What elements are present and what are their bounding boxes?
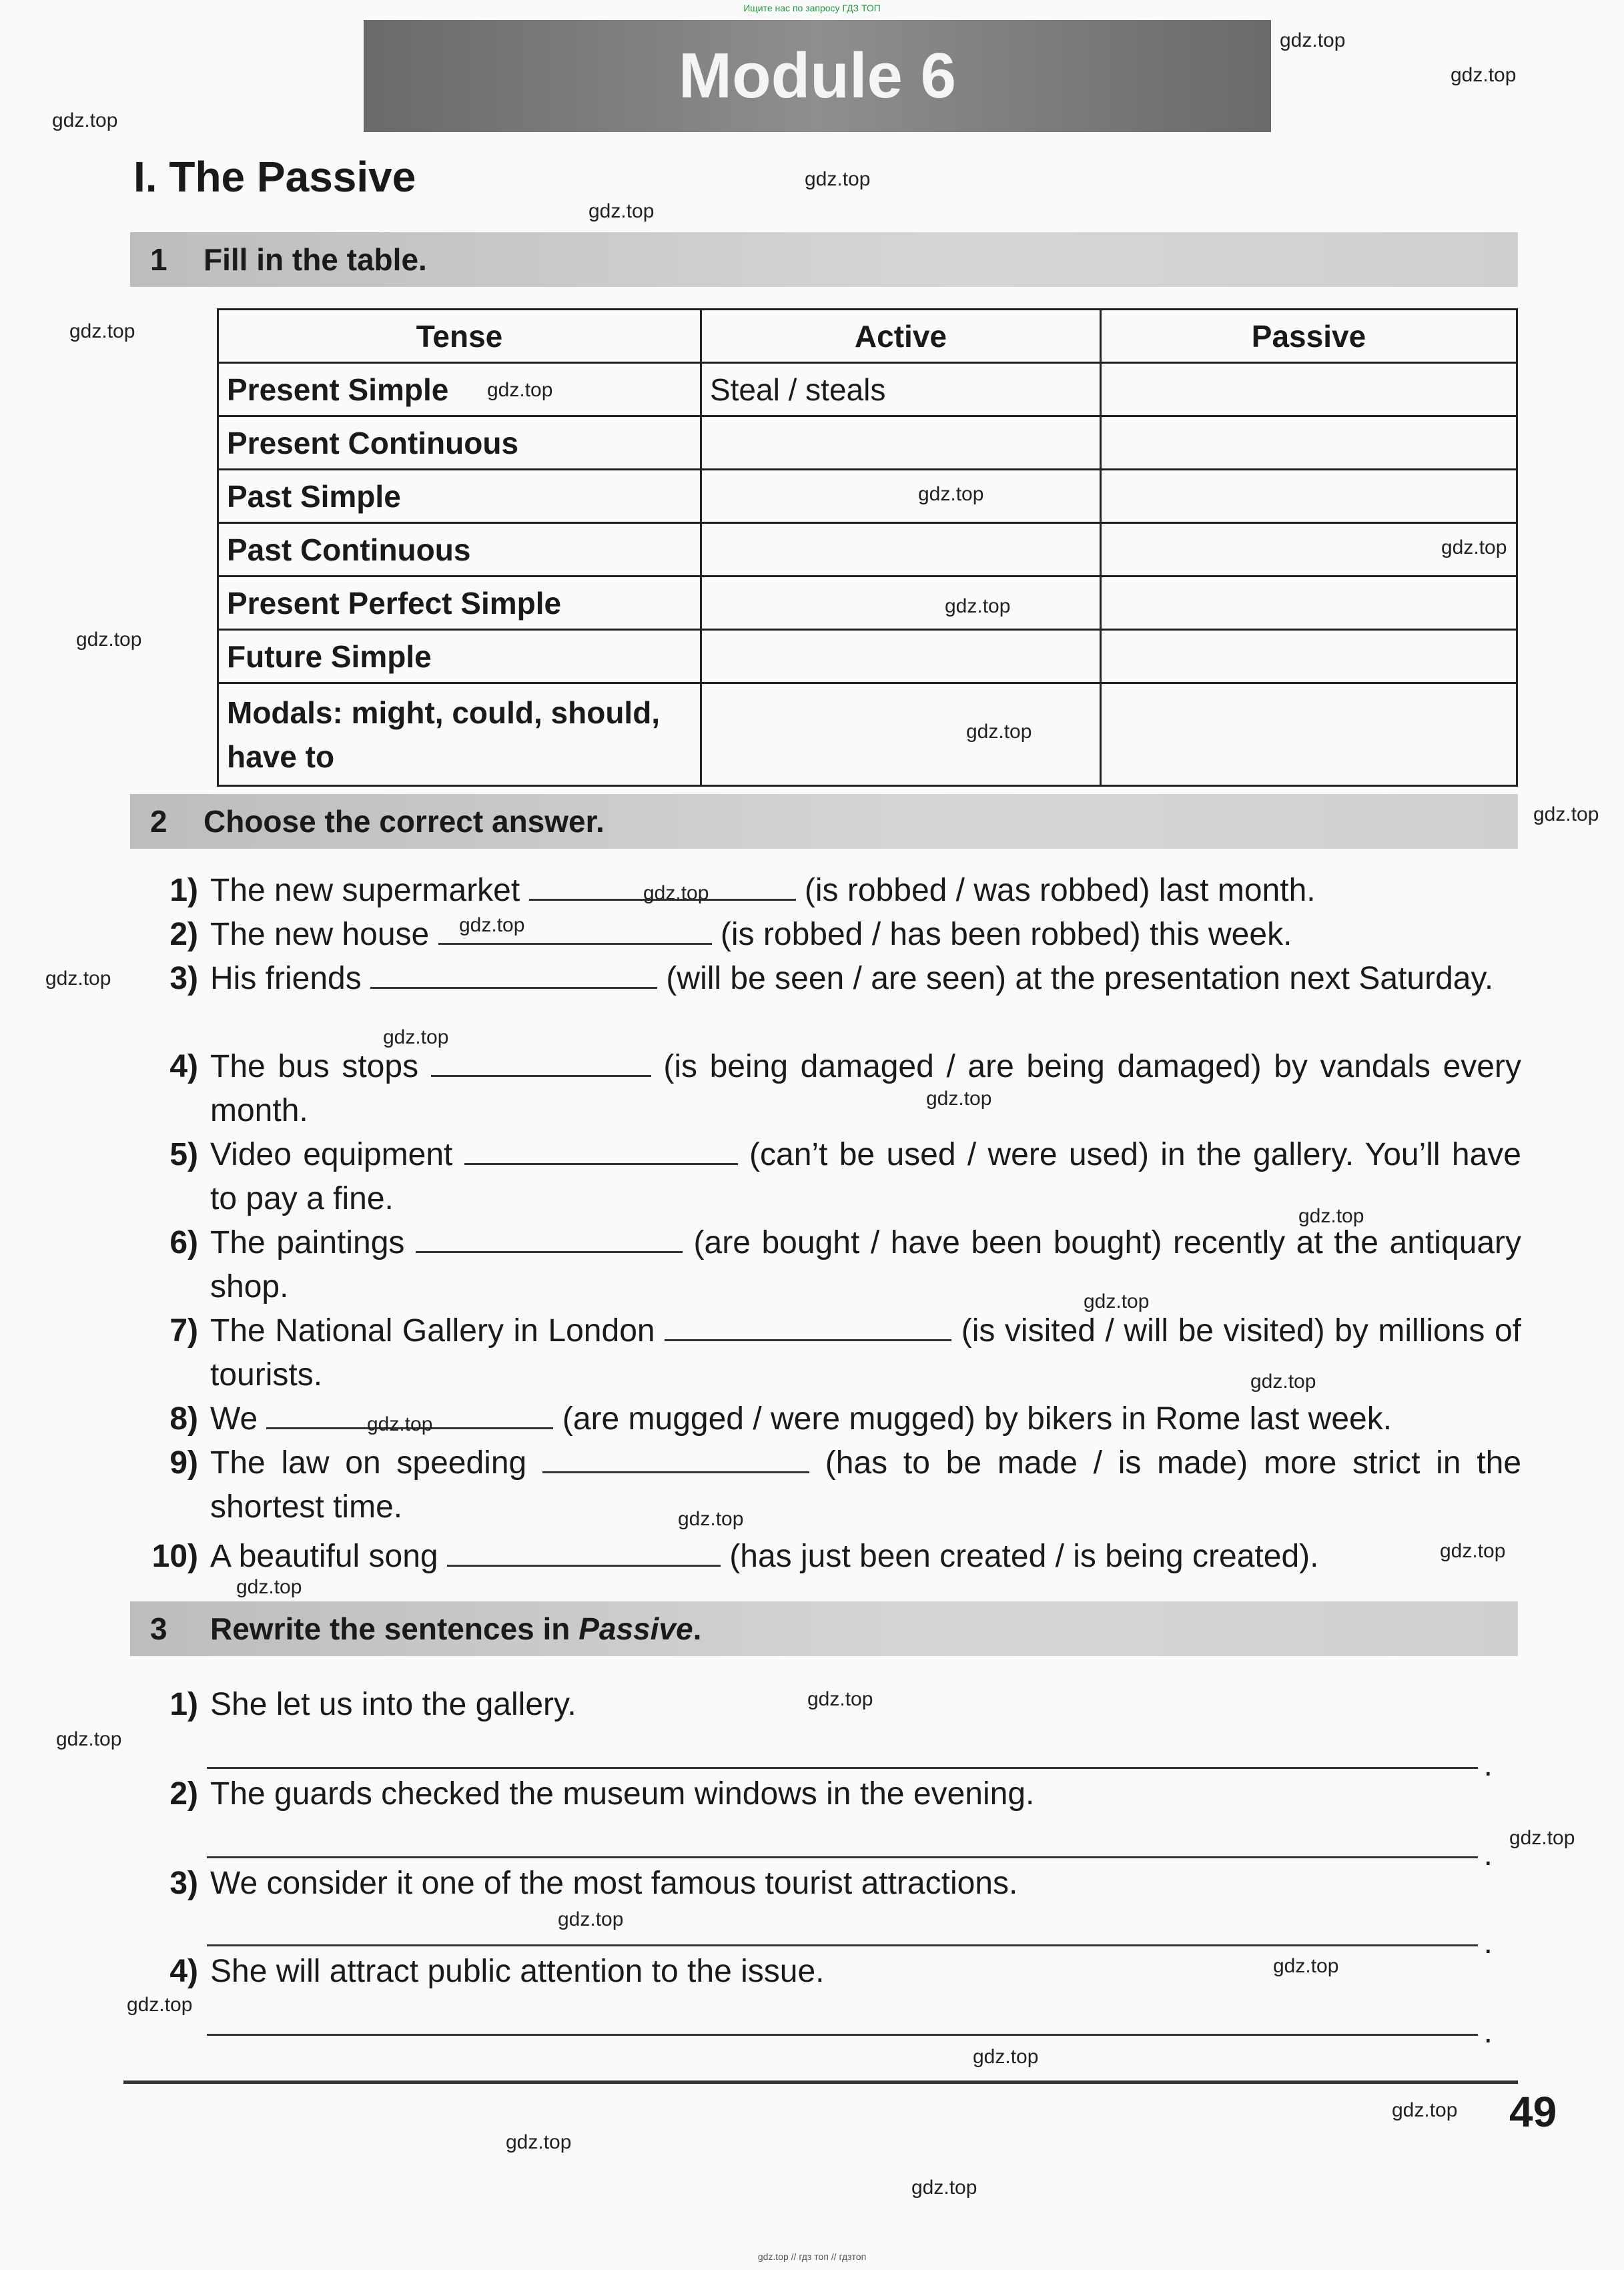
- watermark-text: gdz.top: [588, 200, 655, 222]
- watermark-text: gdz.top: [236, 1576, 302, 1598]
- passive-cell[interactable]: [1100, 683, 1517, 786]
- tense-cell: Past Simple: [218, 470, 701, 523]
- watermark-text: gdz.top: [487, 379, 553, 401]
- item-number: 7): [169, 1313, 198, 1349]
- exercise-1-header: [130, 232, 1518, 287]
- exercise-3-header: [130, 1601, 1518, 1656]
- sentence-options: (will be seen / are seen) at the presentation next Saturday.: [666, 961, 1494, 996]
- sentence-options: (can’t be used / were used) in the gallery. You’ll have to pay a fine.: [210, 1137, 1521, 1216]
- item-number: 2): [169, 1776, 198, 1812]
- sentence-start: The new supermarket: [210, 873, 520, 908]
- table-row: [218, 683, 1517, 786]
- item-number: 1): [169, 873, 198, 908]
- item-number: 6): [169, 1225, 198, 1260]
- watermark-text: gdz.top: [459, 914, 525, 936]
- active-cell[interactable]: [701, 416, 1100, 470]
- watermark-text: gdz.top: [1451, 64, 1517, 86]
- sentence-options: (are mugged / were mugged) by bikers in Rome last week.: [562, 1401, 1392, 1437]
- watermark-text: gdz.top: [45, 968, 111, 990]
- table-row: [218, 363, 1517, 416]
- table-row: [218, 523, 1517, 577]
- passive-cell[interactable]: [1100, 630, 1517, 683]
- answer-line[interactable]: [207, 2034, 1478, 2036]
- list-item: [133, 1397, 1521, 1441]
- passive-cell[interactable]: [1100, 577, 1517, 630]
- watermark-text: gdz.top: [807, 1688, 873, 1710]
- watermark-text: gdz.top: [367, 1413, 433, 1435]
- tense-cell: Past Continuous: [218, 523, 701, 577]
- bottom-source-note: gdz.top // гдз топ // гдзтоп: [757, 2251, 867, 2262]
- table-row: [218, 470, 1517, 523]
- item-number: 10): [151, 1539, 198, 1574]
- sentence-text: She let us into the gallery.: [210, 1687, 576, 1722]
- tense-cell: Present Perfect Simple: [218, 577, 701, 630]
- sentence-options: (is being damaged / are being damaged) by vandals every month.: [210, 1049, 1521, 1128]
- watermark-text: gdz.top: [1273, 1955, 1339, 1977]
- answer-gap[interactable]: [431, 1048, 651, 1077]
- watermark-text: gdz.top: [1533, 803, 1599, 825]
- active-cell[interactable]: Steal / steals: [701, 363, 1100, 416]
- sentence-start: Video equipment: [210, 1137, 453, 1172]
- list-item: [133, 869, 1521, 913]
- watermark-text: gdz.top: [1250, 1371, 1316, 1393]
- answer-line[interactable]: [207, 1856, 1478, 1858]
- exercise-instruction: Fill in the table.: [204, 242, 427, 277]
- exercise-number: 1: [150, 242, 167, 277]
- watermark-text: gdz.top: [918, 483, 984, 505]
- watermark-text: gdz.top: [56, 1728, 122, 1750]
- list-item: [133, 913, 1521, 957]
- item-number: 9): [169, 1445, 198, 1481]
- answer-line[interactable]: [207, 1944, 1478, 1946]
- item-number: 5): [169, 1137, 198, 1172]
- answer-gap[interactable]: [447, 1537, 721, 1567]
- table-header-row: [218, 310, 1517, 363]
- answer-gap[interactable]: [665, 1312, 951, 1341]
- sentence-text: We consider it one of the most famous tourist attractions.: [210, 1866, 1018, 1901]
- watermark-text: gdz.top: [76, 629, 142, 651]
- watermark-text: gdz.top: [506, 2131, 572, 2153]
- watermark-text: gdz.top: [945, 595, 1011, 617]
- sentence-text: The guards checked the museum windows in the evening.: [210, 1776, 1035, 1812]
- exercise-instruction: Choose the correct answer.: [204, 804, 604, 839]
- watermark-text: gdz.top: [558, 1908, 624, 1930]
- watermark-text: gdz.top: [1441, 536, 1507, 558]
- tense-cell: Modals: might, could, should, have to: [218, 683, 701, 786]
- sentence-start: The paintings: [210, 1225, 405, 1260]
- answer-gap[interactable]: [416, 1224, 683, 1253]
- sentence-options: (is robbed / was robbed) last month.: [804, 873, 1316, 908]
- watermark-text: gdz.top: [643, 882, 709, 904]
- tense-cell: Present Continuous: [218, 416, 701, 470]
- item-number: 3): [169, 961, 198, 996]
- watermark-text: gdz.top: [926, 1088, 992, 1110]
- item-number: 3): [169, 1866, 198, 1901]
- active-cell[interactable]: [701, 523, 1100, 577]
- sentence-options: (are bought / have been bought) recently at the antiquary shop.: [210, 1225, 1522, 1304]
- watermark-text: gdz.top: [1280, 29, 1346, 51]
- table-row: [218, 630, 1517, 683]
- answer-line[interactable]: [207, 1767, 1478, 1769]
- watermark-text: gdz.top: [966, 721, 1032, 743]
- list-item: [133, 1772, 1521, 1816]
- sentence-start: The bus stops: [210, 1049, 419, 1084]
- answer-gap[interactable]: [464, 1136, 738, 1165]
- exercise-number: 3: [150, 1611, 167, 1646]
- exercise-instruction: Rewrite the sentences in Passive.: [210, 1611, 702, 1646]
- watermark-text: gdz.top: [1509, 1827, 1575, 1849]
- sentence-start: His friends: [210, 961, 362, 996]
- exercise-2-header: [130, 794, 1518, 849]
- active-cell[interactable]: [701, 683, 1100, 786]
- tense-table: [217, 308, 1518, 787]
- exercise-number: 2: [150, 804, 167, 839]
- sentence-text: She will attract public attention to the issue.: [210, 1954, 825, 1989]
- active-cell[interactable]: [701, 470, 1100, 523]
- list-item: [133, 1535, 1521, 1579]
- top-search-note: Ищите нас по запросу ГДЗ ТОП: [743, 3, 881, 13]
- sentence-start: The new house: [210, 917, 430, 952]
- sentence-options: (has just been created / is being created).: [729, 1539, 1319, 1574]
- sentence-options: (is robbed / has been robbed) this week.: [720, 917, 1292, 952]
- watermark-text: gdz.top: [127, 1994, 193, 2016]
- sentence-start: We: [210, 1401, 258, 1437]
- watermark-text: gdz.top: [1298, 1205, 1364, 1227]
- watermark-text: gdz.top: [1084, 1290, 1150, 1312]
- sentence-start: The National Gallery in London: [210, 1313, 655, 1349]
- item-number: 4): [169, 1049, 198, 1084]
- tense-cell: Future Simple: [218, 630, 701, 683]
- watermark-text: gdz.top: [973, 2046, 1039, 2068]
- watermark-text: gdz.top: [1392, 2099, 1458, 2121]
- sentence-start: A beautiful song: [210, 1539, 438, 1574]
- watermark-text: gdz.top: [911, 2177, 977, 2199]
- active-cell[interactable]: [701, 630, 1100, 683]
- table-row: [218, 416, 1517, 470]
- table-row: [218, 577, 1517, 630]
- footer-divider: [123, 2080, 1518, 2084]
- answer-gap[interactable]: [370, 960, 657, 989]
- active-cell[interactable]: [701, 577, 1100, 630]
- column-header: Active: [701, 310, 1100, 363]
- item-number: 2): [169, 917, 198, 952]
- list-item: [133, 957, 1521, 1001]
- answer-gap[interactable]: [542, 1444, 809, 1473]
- watermark-text: gdz.top: [1440, 1540, 1506, 1562]
- sentence-options: (has to be made / is made) more strict in the shortest time.: [210, 1445, 1522, 1525]
- sentence-options: (is visited / will be visited) by millions of tourists.: [210, 1313, 1522, 1393]
- column-header: Passive: [1100, 310, 1517, 363]
- item-number: 1): [169, 1687, 198, 1722]
- sentence-start: The law on speeding: [210, 1445, 527, 1481]
- watermark-text: gdz.top: [678, 1508, 744, 1530]
- section-title: I. The Passive: [133, 153, 416, 201]
- list-item: [133, 1862, 1521, 1906]
- module-title-banner: Module 6: [364, 20, 1271, 132]
- watermark-text: gdz.top: [52, 109, 118, 131]
- item-number: 8): [169, 1401, 198, 1437]
- watermark-text: gdz.top: [69, 320, 135, 342]
- passive-cell[interactable]: [1100, 416, 1517, 470]
- page-number: 49: [1509, 2088, 1557, 2136]
- passive-cell[interactable]: [1100, 363, 1517, 416]
- watermark-text: gdz.top: [383, 1026, 449, 1048]
- tense-cell: Present Simple: [218, 363, 701, 416]
- passive-cell[interactable]: [1100, 470, 1517, 523]
- watermark-text: gdz.top: [805, 168, 871, 190]
- item-number: 4): [169, 1954, 198, 1989]
- column-header: Tense: [218, 310, 701, 363]
